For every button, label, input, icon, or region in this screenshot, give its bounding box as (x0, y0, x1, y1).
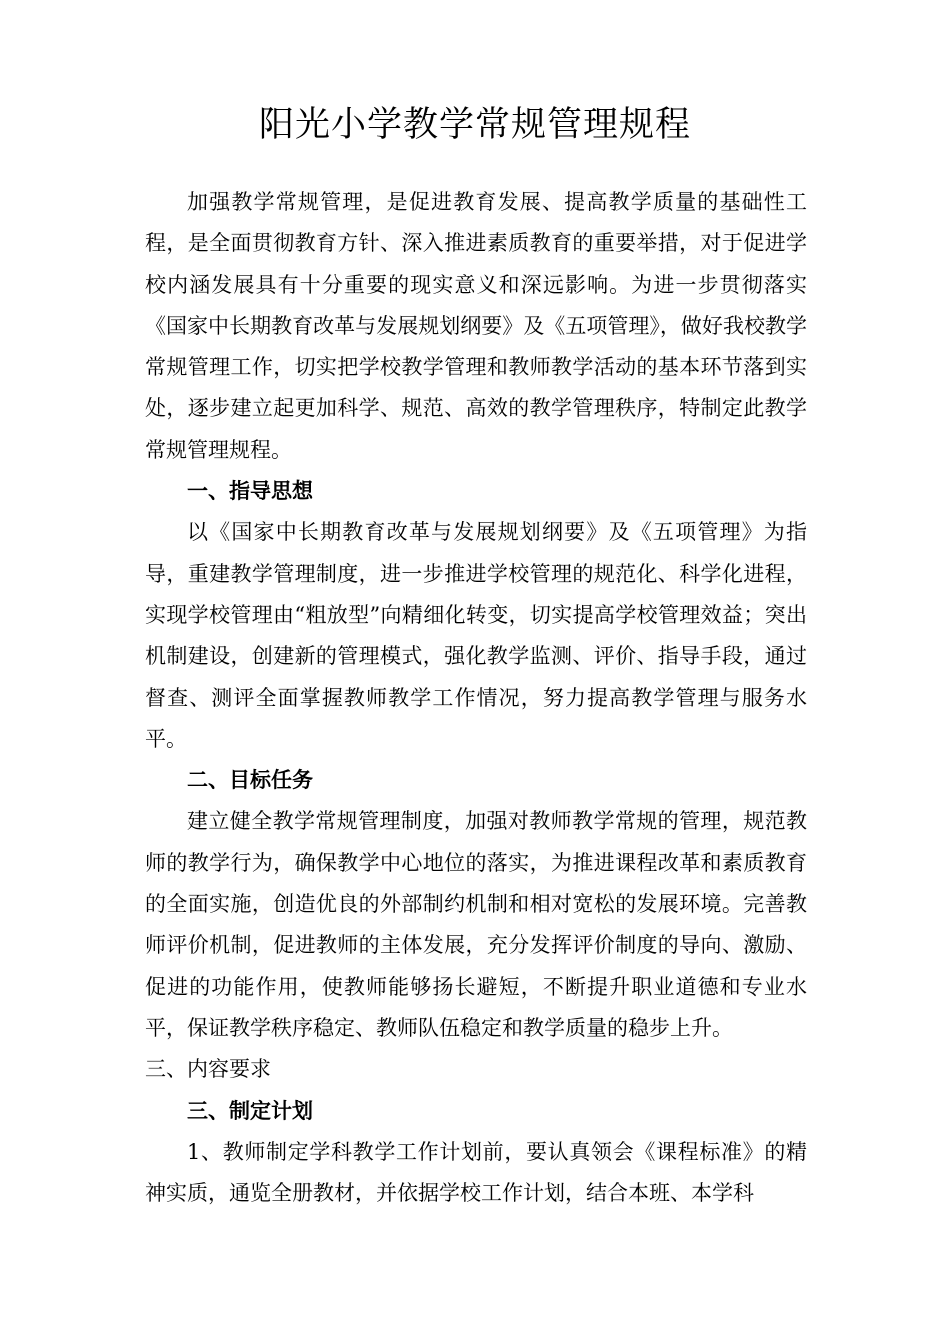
guiding-ideology-paragraph: 以《国家中长期教育改革与发展规划纲要》及《五项管理》为指导，重建教学管理制度，进一步推进学校管理的规范化、科学化进程，实现学校管理由“粗放型”向精细化转变，切实提高学校管理效益；突出机制建设，创建新的管理模式，强化教学监测、评价、指导手段，通过督查、测评全面掌握教师教学工作情况，努力提高教学管理与服务水平。 (145, 520, 807, 751)
document-body (145, 182, 807, 1214)
document-title: 阳光小学教学常规管理规程 (258, 105, 691, 145)
section-heading-make-plan: 三、制定计划 (187, 1098, 313, 1123)
section-heading-goals-tasks: 二、目标任务 (187, 768, 313, 793)
goals-tasks-paragraph: 建立健全教学常规管理制度，加强对教师教学常规的管理，规范教师的教学行为，确保教学中心地位的落实，为推进课程改革和素质教育的全面实施，创造优良的外部制约机制和相对宽松的发展环境。完善教师评价机制，促进教师的主体发展，充分发挥评价制度的导向、激励、促进的功能作用，使教师能够扬长避短，不断提升职业道德和专业水平，保证教学秩序稳定、教师队伍稳定和教学质量的稳步上升。 (145, 809, 807, 1040)
make-plan-item-1: 1、教师制定学科教学工作计划前，要认真领会《课程标准》的精神实质，通览全册教材，并依据学校工作计划，结合本班、本学科 (145, 1139, 807, 1206)
section-label-content-requirements: 三、内容要求 (145, 1057, 271, 1082)
section-heading-guiding-ideology: 一、指导思想 (187, 479, 313, 504)
intro-paragraph: 加强教学常规管理，是促进教育发展、提高教学质量的基础性工程，是全面贯彻教育方针、深入推进素质教育的重要举措，对于促进学校内涵发展具有十分重要的现实意义和深远影响。为进一步贯彻落实《国家中长期教育改革与发展规划纲要》及《五项管理》，做好我校教学常规管理工作，切实把学校教学管理和教师教学活动的基本环节落到实处，逐步建立起更加科学、规范、高效的教学管理秩序，特制定此教学常规管理规程。 (145, 190, 807, 462)
